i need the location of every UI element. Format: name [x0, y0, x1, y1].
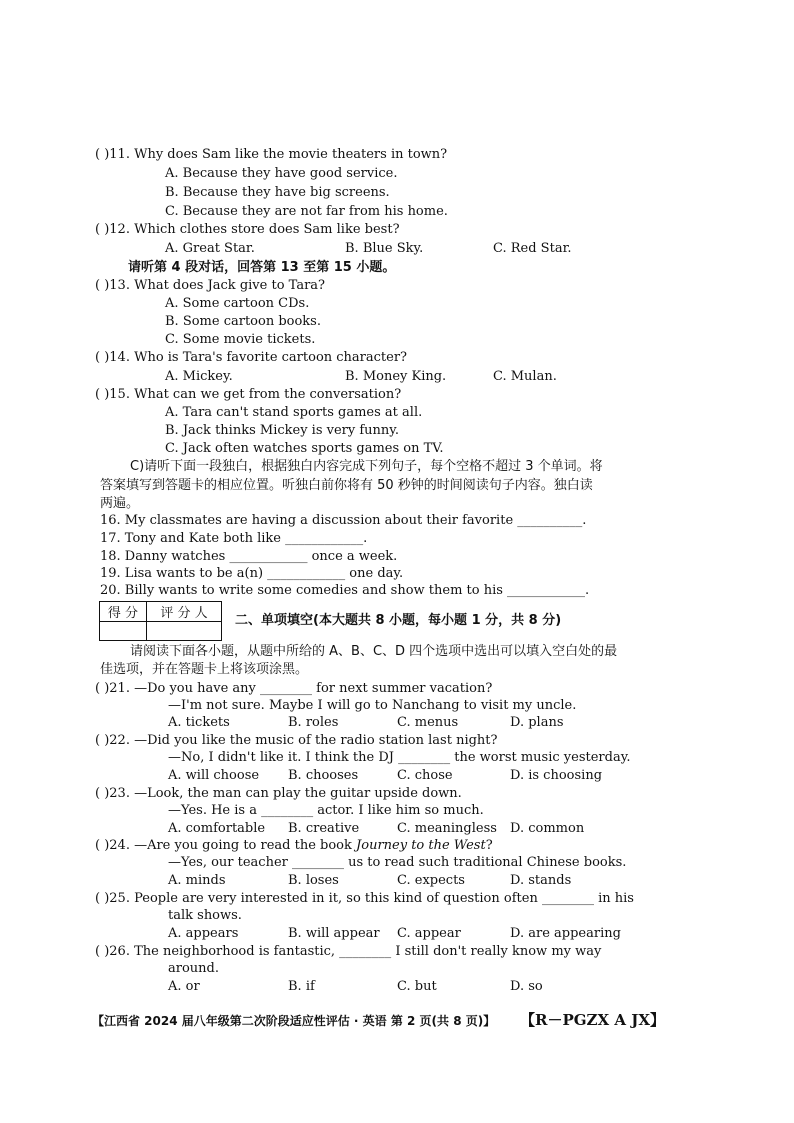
q21-option-a: A. tickets [168, 715, 230, 730]
q14-option-a: A. Mickey. [165, 369, 233, 384]
q26-option-b: B. if [288, 979, 315, 994]
q22-option-b: B. chooses [288, 768, 359, 783]
q23-option-a: A. comfortable [168, 821, 266, 836]
question-12-stem: ( )12. Which clothes store does Sam like best? [95, 222, 400, 237]
q23-option-b: B. creative [288, 821, 360, 836]
q24-stem-end: ? [485, 838, 493, 853]
part-2-title: 二、单项填空(本大题共 8 小题，每小题 1 分，共 8 分) [235, 613, 562, 628]
paper-code: 【R－PGZX A JX】 [520, 1011, 665, 1029]
q22-option-d: D. is choosing [510, 768, 603, 783]
part-2-instruction-line-2: 佳选项，并在答题卡上将该项涂黑。 [100, 662, 309, 677]
q26-option-a: A. or [168, 979, 200, 994]
q13-option-b: B. Some cartoon books. [165, 314, 321, 329]
q12-option-b: B. Blue Sky. [345, 241, 424, 256]
q26-option-d: D. so [510, 979, 543, 994]
section-4-heading: 请听第 4 段对话，回答第 13 至第 15 小题。 [128, 260, 396, 275]
part-c-instruction-line-2: 答案填写到答题卡的相应位置。听独白前你将有 50 秒钟的时间阅读句子内容。独白读 [100, 478, 593, 493]
q11-option-b: B. Because they have big screens. [165, 185, 390, 200]
part-c-instruction-line-1: C)请听下面一段独白，根据独白内容完成下列句子，每个空格不超过 3 个单词。将 [130, 459, 603, 474]
q26-option-c: C. but [397, 979, 437, 994]
q11-option-a: A. Because they have good service. [165, 166, 398, 181]
q22-reply: —No, I didn't like it. I think the DJ ________ the worst music yesterday. [168, 750, 631, 765]
q24-book-title: Journey to the West [356, 838, 486, 853]
q15-option-a: A. Tara can't stand sports games at all. [165, 405, 423, 420]
q15-option-b: B. Jack thinks Mickey is very funny. [165, 423, 400, 438]
fill-item-17: 17. Tony and Kate both like ____________. [100, 531, 368, 546]
q25-option-b: B. will appear [288, 926, 380, 941]
question-24-stem [95, 837, 493, 854]
grader-label: 评 分 人 [147, 602, 222, 622]
score-label: 得 分 [100, 602, 147, 622]
question-22-stem: ( )22. —Did you like the music of the radio station last night? [95, 733, 498, 748]
question-15-stem: ( )15. What can we get from the conversation? [95, 387, 402, 402]
question-14-stem: ( )14. Who is Tara's favorite cartoon character? [95, 350, 408, 365]
q25-option-a: A. appears [168, 926, 239, 941]
q23-reply: —Yes. He is a ________ actor. I like him so much. [168, 803, 484, 818]
part-2-instruction-line-1: 请阅读下面各小题，从题中所给的 A、B、C、D 四个选项中选出可以填入空白处的最 [130, 644, 618, 659]
q12-option-c: C. Red Star. [493, 241, 572, 256]
fill-item-19: 19. Lisa wants to be a(n) ____________ one day. [100, 566, 404, 581]
q24-reply: —Yes, our teacher ________ us to read such traditional Chinese books. [168, 855, 627, 870]
q23-option-c: C. meaningless [397, 821, 497, 836]
q24-option-d: D. stands [510, 873, 572, 888]
score-box [99, 601, 222, 641]
q23-option-d: D. common [510, 821, 585, 836]
q21-option-b: B. roles [288, 715, 339, 730]
q13-option-c: C. Some movie tickets. [165, 332, 316, 347]
question-26-stem: ( )26. The neighborhood is fantastic, ________ I still don't really know my way [95, 944, 602, 959]
page-footer: 【江西省 2024 届八年级第二次阶段适应性评估 · 英语 第 2 页(共 8 页)】 [92, 1014, 496, 1028]
fill-item-18: 18. Danny watches ____________ once a week. [100, 549, 398, 564]
q21-reply: —I'm not sure. Maybe I will go to Nanchang to visit my uncle. [168, 698, 577, 713]
q24-option-c: C. expects [397, 873, 465, 888]
question-25-stem: ( )25. People are very interested in it, so this kind of question often ________ in his [95, 891, 634, 906]
q21-option-d: D. plans [510, 715, 564, 730]
q14-option-b: B. Money King. [345, 369, 447, 384]
q24-option-b: B. loses [288, 873, 339, 888]
q22-option-c: C. chose [397, 768, 453, 783]
score-cell [100, 622, 147, 641]
q26-stem-cont: around. [168, 961, 219, 976]
q15-option-c: C. Jack often watches sports games on TV. [165, 441, 444, 456]
question-13-stem: ( )13. What does Jack give to Tara? [95, 278, 326, 293]
q25-stem-cont: talk shows. [168, 908, 242, 923]
q24-option-a: A. minds [168, 873, 226, 888]
grader-cell [147, 622, 222, 641]
q22-option-a: A. will choose [168, 768, 260, 783]
part-c-instruction-line-3: 两遍。 [100, 496, 140, 511]
q25-option-c: C. appear [397, 926, 461, 941]
q21-option-c: C. menus [397, 715, 459, 730]
q13-option-a: A. Some cartoon CDs. [165, 296, 310, 311]
question-23-stem: ( )23. —Look, the man can play the guitar upside down. [95, 786, 462, 801]
question-21-stem: ( )21. —Do you have any ________ for next summer vacation? [95, 681, 493, 696]
fill-item-20: 20. Billy wants to write some comedies and show them to his ____________. [100, 583, 590, 598]
question-11-stem: ( )11. Why does Sam like the movie theaters in town? [95, 147, 448, 162]
fill-item-16: 16. My classmates are having a discussion about their favorite __________. [100, 513, 587, 528]
q14-option-c: C. Mulan. [493, 369, 557, 384]
q25-option-d: D. are appearing [510, 926, 621, 941]
q11-option-c: C. Because they are not far from his home. [165, 204, 448, 219]
q24-stem-text: ( )24. —Are you going to read the book [95, 838, 357, 853]
q12-option-a: A. Great Star. [165, 241, 255, 256]
